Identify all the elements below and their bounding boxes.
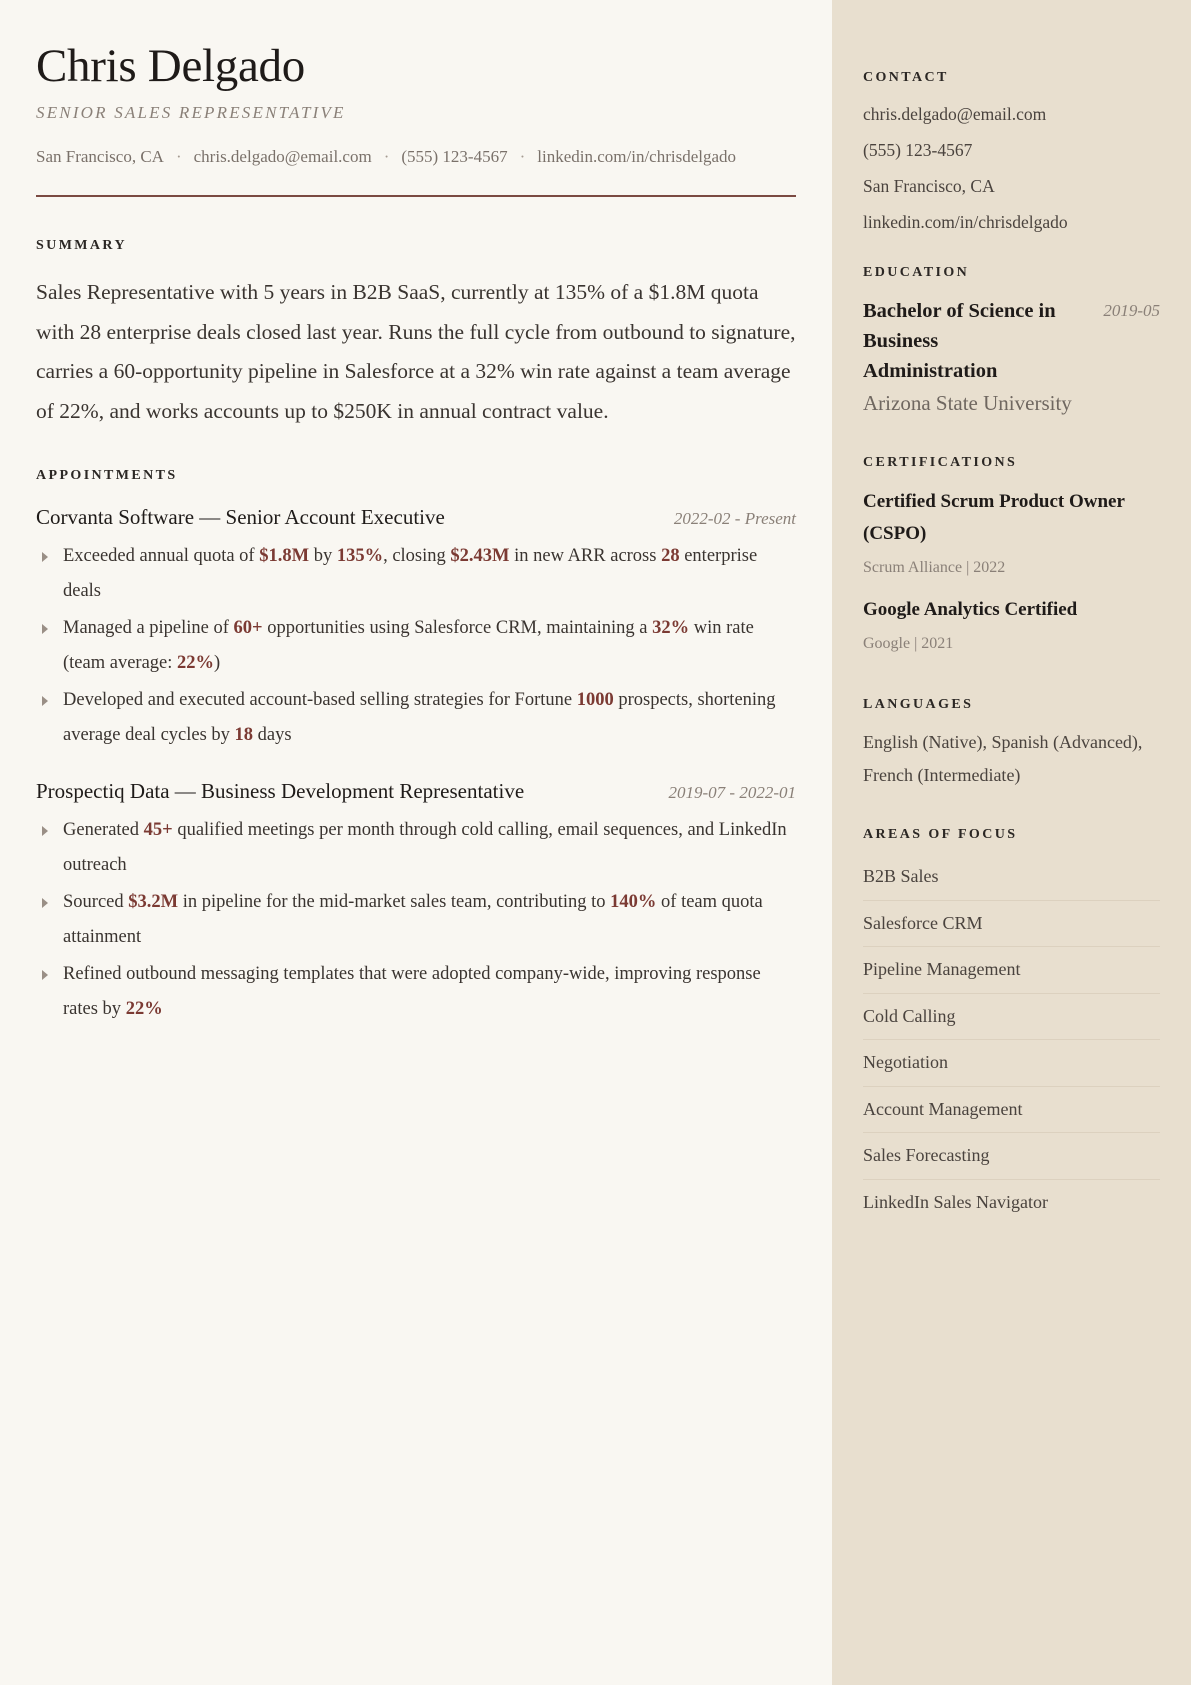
contact-heading: CONTACT xyxy=(863,70,949,85)
highlight-figure: 18 xyxy=(234,725,254,745)
bullet-arrow-icon xyxy=(42,624,48,634)
school-name: Arizona State University xyxy=(863,391,1072,415)
bullet-item: Refined outbound messaging templates that were adopted company-wide, improving response rates by 22% xyxy=(36,957,796,1027)
bullet-item: Developed and executed account-based selling strategies for Fortune 1000 prospects, shortening average deal cycles by 18 days xyxy=(36,683,796,753)
job-bullets xyxy=(36,813,796,1027)
certification-name: Certified Scrum Product Owner (CSPO) xyxy=(863,491,1125,544)
separator: · xyxy=(175,147,182,166)
summary-text: Sales Representative with 5 years in B2B SaaS, currently at 135% of a $1.8M quota with 28 enterprise deals closed last year. Runs the full cycle from outbound to signature, carries a 60-opportunity pipeline in Salesforce at a 32% win rate against a team average of 22%, and works accounts up to $250K in annual contract value. xyxy=(36,280,796,423)
highlight-figure: 28 xyxy=(661,546,680,566)
certification-name: Google Analytics Certified xyxy=(863,599,1078,620)
highlight-figure: 22% xyxy=(177,653,215,673)
education-entry xyxy=(863,296,1160,386)
highlight-figure: $2.43M xyxy=(450,546,510,566)
focus-heading: AREAS OF FOCUS xyxy=(863,827,1018,842)
bullet-item: Exceeded annual quota of $1.8M by 135%, closing $2.43M in new ARR across 28 enterprise deals xyxy=(36,539,796,609)
summary-heading: SUMMARY xyxy=(36,238,127,253)
bullet-arrow-icon xyxy=(42,696,48,706)
degree-date: 2019-05 xyxy=(1103,301,1160,320)
candidate-name: Chris Delgado xyxy=(36,40,305,92)
highlight-figure: $1.8M xyxy=(259,546,310,566)
bullet-arrow-icon xyxy=(42,970,48,980)
languages-heading: LANGUAGES xyxy=(863,697,974,712)
certification-issuer: Google | 2021 xyxy=(863,635,954,652)
education-heading: EDUCATION xyxy=(863,265,970,280)
job-role: Corvanta Software — Senior Account Executive xyxy=(36,505,445,529)
header-divider xyxy=(36,195,796,197)
focus-item: Negotiation xyxy=(863,1040,1160,1087)
sidebar-phone: (555) 123-4567 xyxy=(863,140,973,160)
focus-item: Cold Calling xyxy=(863,994,1160,1041)
focus-item: Account Management xyxy=(863,1087,1160,1134)
job-header xyxy=(36,503,796,531)
job-dates: 2022-02 - Present xyxy=(673,509,796,528)
job-bullets xyxy=(36,539,796,753)
highlight-figure: 22% xyxy=(125,999,163,1019)
job-dates: 2019-07 - 2022-01 xyxy=(668,783,796,802)
phone-text: (555) 123-4567 xyxy=(401,147,508,166)
degree-name: Bachelor of Science in Business Administration xyxy=(863,300,1056,382)
bullet-item: Sourced $3.2M in pipeline for the mid-market sales team, contributing to 140% of team quota attainment xyxy=(36,885,796,955)
bullet-item: Generated 45+ qualified meetings per month through cold calling, email sequences, and LinkedIn outreach xyxy=(36,813,796,883)
focus-item: LinkedIn Sales Navigator xyxy=(863,1191,1048,1212)
sidebar-location: San Francisco, CA xyxy=(863,176,995,196)
job-header xyxy=(36,777,796,805)
certification-item xyxy=(863,486,1160,580)
job-entry xyxy=(36,777,796,1027)
email-text: chris.delgado@email.com xyxy=(193,147,372,166)
languages-text: English (Native), Spanish (Advanced), French (Intermediate) xyxy=(863,732,1143,785)
linkedin-text: linkedin.com/in/chrisdelgado xyxy=(537,147,737,166)
highlight-figure: 45+ xyxy=(143,820,173,840)
contact-list xyxy=(863,96,1160,240)
appointments-heading: APPOINTMENTS xyxy=(36,468,178,483)
highlight-figure: 140% xyxy=(610,892,657,912)
sidebar-email: chris.delgado@email.com xyxy=(863,104,1047,124)
job-entry xyxy=(36,503,796,753)
bullet-arrow-icon xyxy=(42,898,48,908)
focus-item: Salesforce CRM xyxy=(863,901,1160,948)
job-title: SENIOR SALES REPRESENTATIVE xyxy=(36,103,346,122)
focus-item: Pipeline Management xyxy=(863,947,1160,994)
focus-list xyxy=(863,854,1160,1225)
highlight-figure: 60+ xyxy=(233,618,263,638)
job-role: Prospectiq Data — Business Development Representative xyxy=(36,779,525,803)
separator: · xyxy=(383,147,390,166)
highlight-figure: 135% xyxy=(336,546,384,566)
highlight-figure: 1000 xyxy=(576,690,614,710)
contact-line xyxy=(36,145,796,169)
separator: · xyxy=(519,147,526,166)
sidebar xyxy=(832,0,1191,1685)
location-text: San Francisco, CA xyxy=(36,147,164,166)
bullet-arrow-icon xyxy=(42,826,48,836)
certification-issuer: Scrum Alliance | 2022 xyxy=(863,559,1006,576)
focus-item: B2B Sales xyxy=(863,854,1160,901)
highlight-figure: $3.2M xyxy=(128,892,179,912)
bullet-item: Managed a pipeline of 60+ opportunities using Salesforce CRM, maintaining a 32% win rate (team average: 22%) xyxy=(36,611,796,681)
focus-item: Sales Forecasting xyxy=(863,1133,1160,1180)
certifications-heading: CERTIFICATIONS xyxy=(863,455,1018,470)
certification-item xyxy=(863,594,1160,656)
bullet-arrow-icon xyxy=(42,552,48,562)
highlight-figure: 32% xyxy=(652,618,690,638)
sidebar-linkedin: linkedin.com/in/chrisdelgado xyxy=(863,212,1068,232)
